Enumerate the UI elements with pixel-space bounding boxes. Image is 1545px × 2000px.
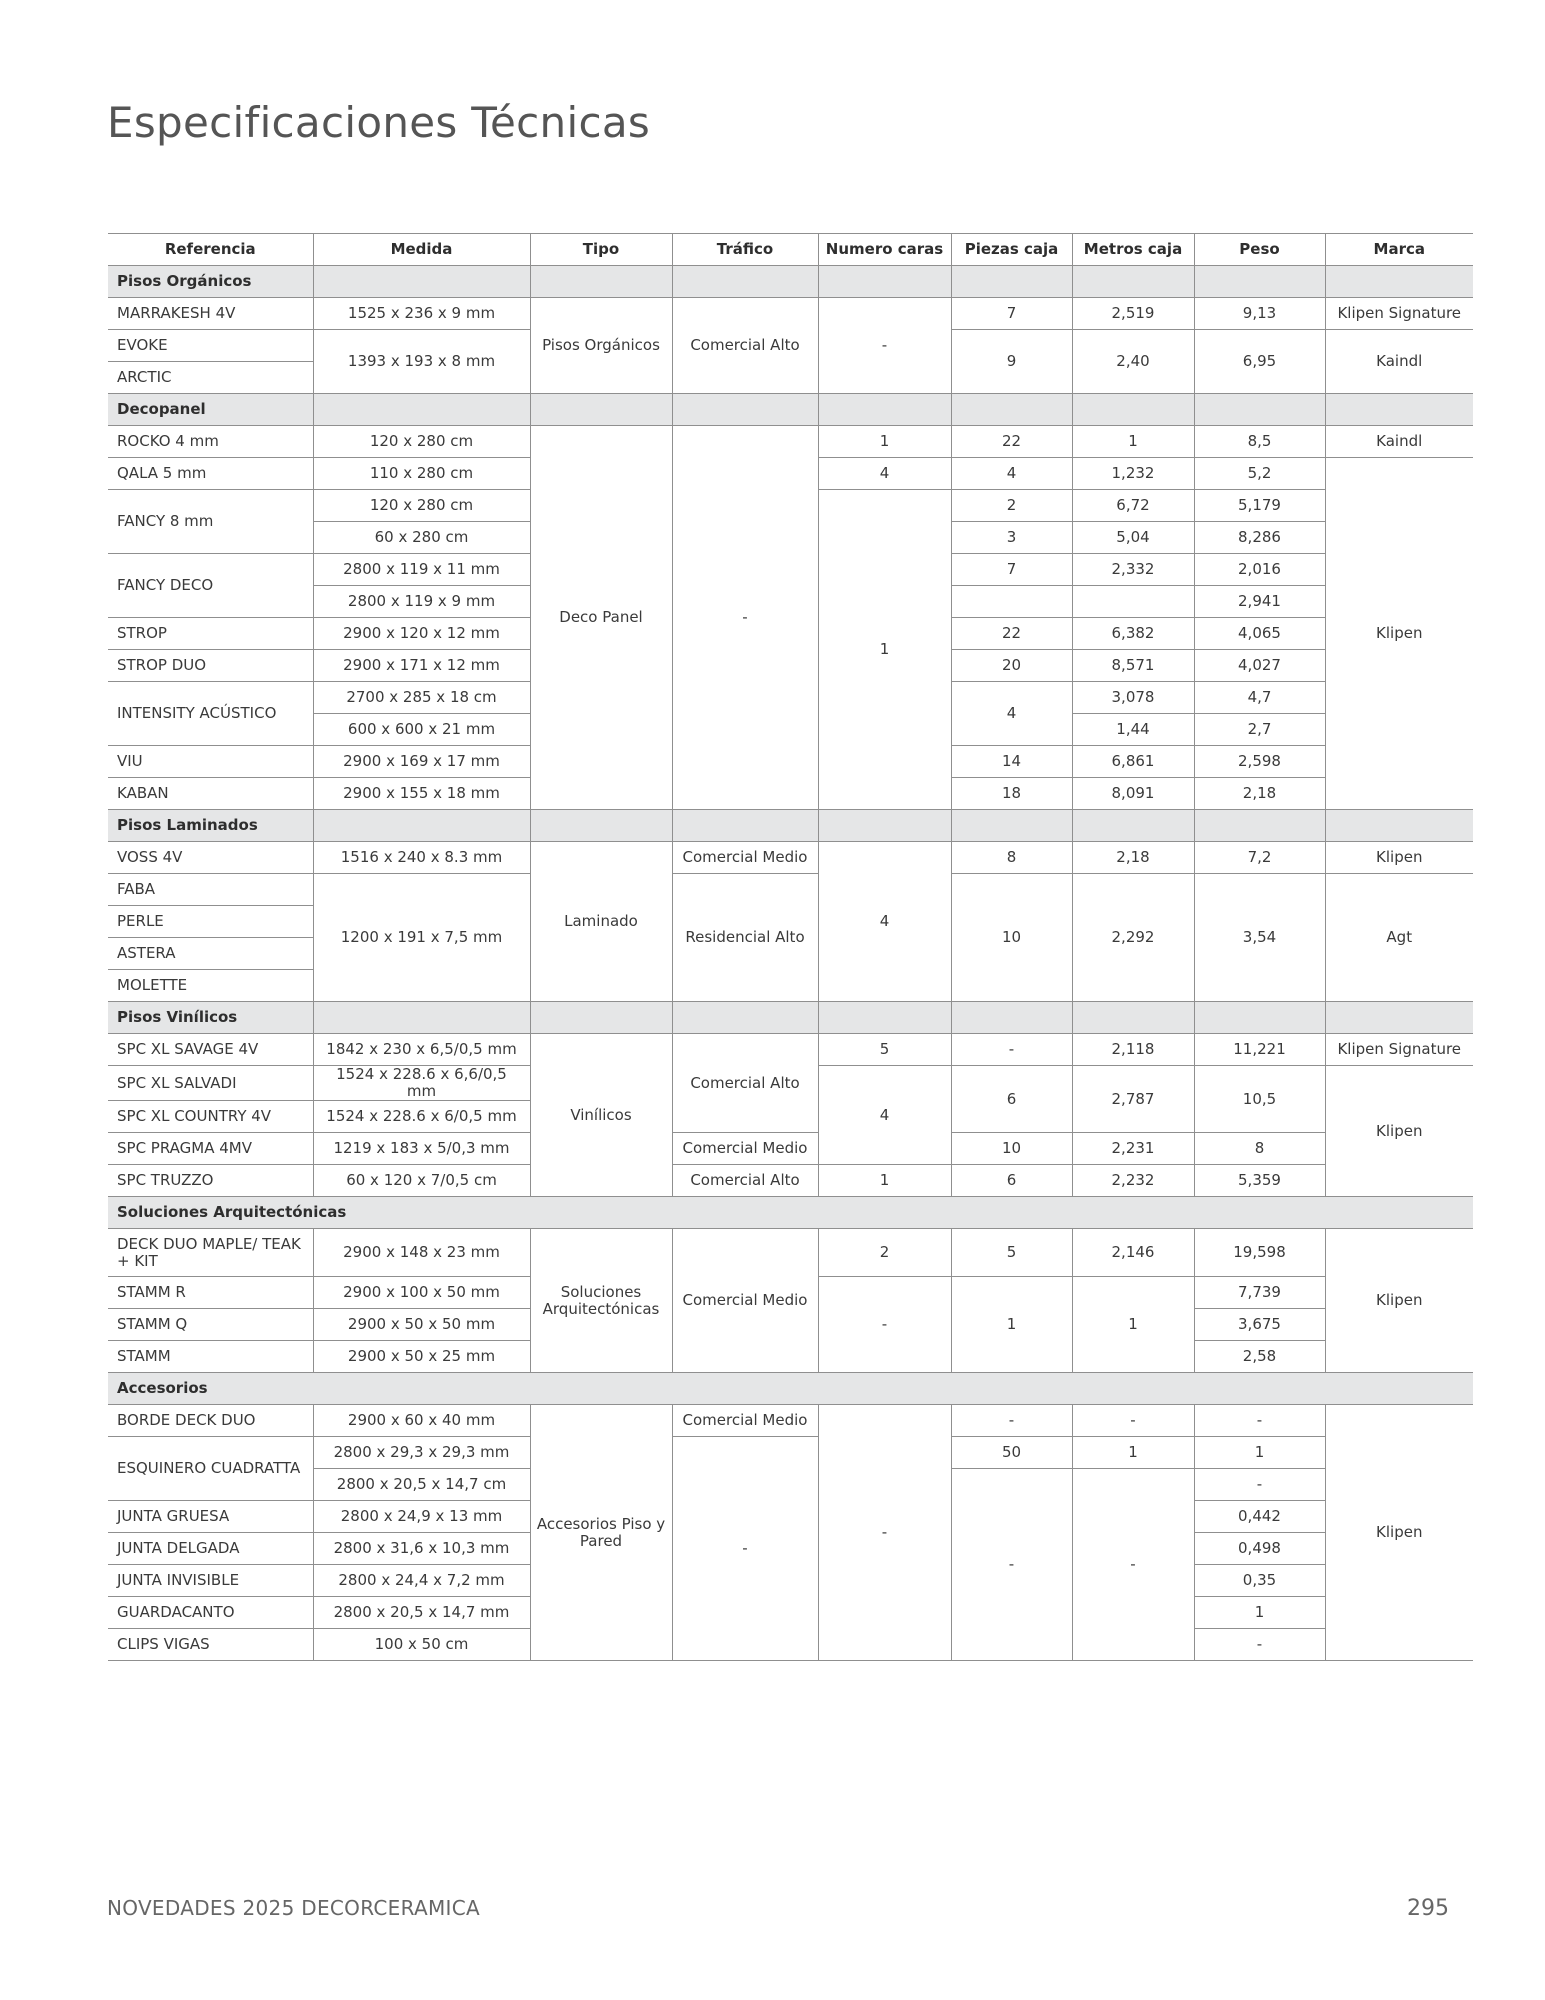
cell-piezas: 18 (951, 778, 1072, 810)
cell-piezas: 4 (951, 458, 1072, 490)
cell-marca: Klipen Signature (1325, 298, 1473, 330)
cell-tipo: Deco Panel (530, 426, 672, 810)
cell-metros: 2,332 (1072, 554, 1194, 586)
cell-medida: 1524 x 228.6 x 6/0,5 mm (313, 1101, 530, 1133)
cell-metros: 1 (1072, 1437, 1194, 1469)
table-row (108, 1133, 1473, 1165)
cell-peso: 4,065 (1194, 618, 1325, 650)
cell-piezas: - (951, 1034, 1072, 1066)
cell-medida: 110 x 280 cm (313, 458, 530, 490)
cell-trafico: - (672, 426, 818, 810)
column-header: Tráfico (672, 234, 818, 266)
column-header: Marca (1325, 234, 1473, 266)
cell-marca: Agt (1325, 874, 1473, 1002)
cell-referencia: QALA 5 mm (108, 458, 313, 490)
cell-piezas: 3 (951, 522, 1072, 554)
cell-piezas (951, 586, 1072, 618)
cell-marca: Klipen (1325, 842, 1473, 874)
cell-tipo: Vinílicos (530, 1034, 672, 1197)
cell-peso: 2,941 (1194, 586, 1325, 618)
cell-metros: 2,232 (1072, 1165, 1194, 1197)
cell-metros: 2,146 (1072, 1229, 1194, 1277)
section-title: Soluciones Arquitectónicas (108, 1197, 1473, 1229)
cell-caras: - (818, 1405, 951, 1661)
column-header: Numero caras (818, 234, 951, 266)
table-header-row (108, 234, 1473, 266)
cell-caras: 1 (818, 1165, 951, 1197)
cell-metros: 8,091 (1072, 778, 1194, 810)
section-row (108, 1002, 1473, 1034)
cell-piezas: 6 (951, 1165, 1072, 1197)
cell-metros: 2,231 (1072, 1133, 1194, 1165)
cell-medida: 2800 x 119 x 9 mm (313, 586, 530, 618)
cell-peso: 4,7 (1194, 682, 1325, 714)
cell-tipo: Soluciones Arquitectónicas (530, 1229, 672, 1373)
table-row (108, 1405, 1473, 1437)
cell-trafico: Comercial Medio (672, 1133, 818, 1165)
cell-referencia: MARRAKESH 4V (108, 298, 313, 330)
cell-trafico: Comercial Medio (672, 1229, 818, 1373)
cell-peso: 7,739 (1194, 1277, 1325, 1309)
cell-referencia: STAMM Q (108, 1309, 313, 1341)
column-header: Piezas caja (951, 234, 1072, 266)
cell-medida: 2900 x 60 x 40 mm (313, 1405, 530, 1437)
cell-metros: 2,292 (1072, 874, 1194, 1002)
cell-metros: 1,232 (1072, 458, 1194, 490)
cell-marca: Kaindl (1325, 330, 1473, 394)
table-row (108, 842, 1473, 874)
cell-peso: 11,221 (1194, 1034, 1325, 1066)
cell-metros (1072, 586, 1194, 618)
cell-medida: 1525 x 236 x 9 mm (313, 298, 530, 330)
cell-piezas: 14 (951, 746, 1072, 778)
cell-referencia: STROP (108, 618, 313, 650)
cell-peso: 0,442 (1194, 1501, 1325, 1533)
cell-trafico: Comercial Medio (672, 1405, 818, 1437)
cell-referencia: FANCY 8 mm (108, 490, 313, 554)
page-title: Especificaciones Técnicas (107, 98, 651, 147)
cell-peso: 1 (1194, 1597, 1325, 1629)
cell-referencia: JUNTA GRUESA (108, 1501, 313, 1533)
cell-referencia: ASTERA (108, 938, 313, 970)
cell-medida: 1393 x 193 x 8 mm (313, 330, 530, 394)
cell-piezas: 20 (951, 650, 1072, 682)
cell-metros: 6,72 (1072, 490, 1194, 522)
cell-referencia: PERLE (108, 906, 313, 938)
cell-medida: 120 x 280 cm (313, 490, 530, 522)
cell-metros: 2,519 (1072, 298, 1194, 330)
cell-medida: 120 x 280 cm (313, 426, 530, 458)
cell-piezas: 10 (951, 1133, 1072, 1165)
cell-medida: 60 x 120 x 7/0,5 cm (313, 1165, 530, 1197)
cell-medida: 2800 x 24,4 x 7,2 mm (313, 1565, 530, 1597)
cell-medida: 2800 x 119 x 11 mm (313, 554, 530, 586)
cell-marca: Klipen Signature (1325, 1034, 1473, 1066)
cell-marca: Klipen (1325, 1405, 1473, 1661)
cell-peso: - (1194, 1405, 1325, 1437)
cell-peso: 1 (1194, 1437, 1325, 1469)
cell-peso: 8,5 (1194, 426, 1325, 458)
cell-peso: 2,18 (1194, 778, 1325, 810)
footer-publication: NOVEDADES 2025 DECORCERAMICA (107, 1896, 480, 1920)
cell-referencia: KABAN (108, 778, 313, 810)
cell-peso: 2,7 (1194, 714, 1325, 746)
cell-piezas: 1 (951, 1277, 1072, 1373)
cell-peso: 9,13 (1194, 298, 1325, 330)
cell-marca: Klipen (1325, 1066, 1473, 1197)
cell-referencia: CLIPS VIGAS (108, 1629, 313, 1661)
cell-medida: 60 x 280 cm (313, 522, 530, 554)
cell-referencia: MOLETTE (108, 970, 313, 1002)
cell-peso: 19,598 (1194, 1229, 1325, 1277)
cell-referencia: BORDE DECK DUO (108, 1405, 313, 1437)
cell-medida: 2800 x 24,9 x 13 mm (313, 1501, 530, 1533)
column-header: Metros caja (1072, 234, 1194, 266)
cell-metros: 1 (1072, 1277, 1194, 1373)
cell-referencia: DECK DUO MAPLE/ TEAK + KIT (108, 1229, 313, 1277)
cell-metros: 8,571 (1072, 650, 1194, 682)
section-row (108, 1197, 1473, 1229)
cell-piezas: 22 (951, 618, 1072, 650)
cell-metros: 6,382 (1072, 618, 1194, 650)
cell-medida: 2800 x 20,5 x 14,7 mm (313, 1597, 530, 1629)
cell-referencia: SPC XL SALVADI (108, 1066, 313, 1101)
cell-piezas: 9 (951, 330, 1072, 394)
cell-peso: 0,35 (1194, 1565, 1325, 1597)
cell-medida: 1842 x 230 x 6,5/0,5 mm (313, 1034, 530, 1066)
section-title: Pisos Orgánicos (108, 266, 313, 298)
cell-referencia: EVOKE (108, 330, 313, 362)
cell-peso: 5,179 (1194, 490, 1325, 522)
cell-medida: 100 x 50 cm (313, 1629, 530, 1661)
cell-peso: 7,2 (1194, 842, 1325, 874)
cell-piezas: 8 (951, 842, 1072, 874)
cell-peso: 4,027 (1194, 650, 1325, 682)
cell-caras: 4 (818, 1066, 951, 1165)
cell-referencia: SPC TRUZZO (108, 1165, 313, 1197)
cell-marca: Klipen (1325, 458, 1473, 810)
cell-referencia: VOSS 4V (108, 842, 313, 874)
cell-peso: 5,2 (1194, 458, 1325, 490)
cell-tipo: Laminado (530, 842, 672, 1002)
cell-referencia: ARCTIC (108, 362, 313, 394)
cell-metros: 2,787 (1072, 1066, 1194, 1133)
table-row (108, 426, 1473, 458)
cell-metros: 2,18 (1072, 842, 1194, 874)
section-title: Pisos Vinílicos (108, 1002, 313, 1034)
cell-medida: 2800 x 31,6 x 10,3 mm (313, 1533, 530, 1565)
cell-referencia: VIU (108, 746, 313, 778)
cell-metros: 2,118 (1072, 1034, 1194, 1066)
cell-piezas: 7 (951, 298, 1072, 330)
cell-metros: 2,40 (1072, 330, 1194, 394)
page-number: 295 (1407, 1896, 1449, 1921)
cell-metros: - (1072, 1469, 1194, 1661)
specifications-table (108, 233, 1473, 1661)
cell-piezas: 5 (951, 1229, 1072, 1277)
cell-referencia: STROP DUO (108, 650, 313, 682)
cell-piezas: 7 (951, 554, 1072, 586)
section-title: Accesorios (108, 1373, 1473, 1405)
cell-caras: - (818, 1277, 951, 1373)
cell-referencia: SPC XL COUNTRY 4V (108, 1101, 313, 1133)
cell-marca: Klipen (1325, 1229, 1473, 1373)
cell-piezas: 4 (951, 682, 1072, 746)
cell-medida: 2900 x 171 x 12 mm (313, 650, 530, 682)
cell-peso: - (1194, 1629, 1325, 1661)
cell-piezas: - (951, 1469, 1072, 1661)
cell-referencia: STAMM (108, 1341, 313, 1373)
cell-referencia: SPC XL SAVAGE 4V (108, 1034, 313, 1066)
cell-referencia: FANCY DECO (108, 554, 313, 618)
cell-piezas: 6 (951, 1066, 1072, 1133)
column-header: Peso (1194, 234, 1325, 266)
cell-metros: 6,861 (1072, 746, 1194, 778)
cell-peso: - (1194, 1469, 1325, 1501)
cell-medida: 600 x 600 x 21 mm (313, 714, 530, 746)
section-row (108, 810, 1473, 842)
cell-referencia: STAMM R (108, 1277, 313, 1309)
section-title: Decopanel (108, 394, 313, 426)
table-row (108, 1437, 1473, 1469)
cell-medida: 2800 x 20,5 x 14,7 cm (313, 1469, 530, 1501)
cell-tipo: Accesorios Piso y Pared (530, 1405, 672, 1661)
cell-trafico: Residencial Alto (672, 874, 818, 1002)
table-row (108, 298, 1473, 330)
cell-medida: 2900 x 169 x 17 mm (313, 746, 530, 778)
cell-piezas: 2 (951, 490, 1072, 522)
cell-medida: 2900 x 120 x 12 mm (313, 618, 530, 650)
table-row (108, 1229, 1473, 1277)
cell-peso: 2,58 (1194, 1341, 1325, 1373)
cell-peso: 3,675 (1194, 1309, 1325, 1341)
cell-referencia: SPC PRAGMA 4MV (108, 1133, 313, 1165)
cell-medida: 2900 x 50 x 50 mm (313, 1309, 530, 1341)
cell-medida: 2700 x 285 x 18 cm (313, 682, 530, 714)
column-header: Medida (313, 234, 530, 266)
cell-medida: 2900 x 100 x 50 mm (313, 1277, 530, 1309)
cell-medida: 1200 x 191 x 7,5 mm (313, 874, 530, 1002)
cell-metros: 3,078 (1072, 682, 1194, 714)
cell-referencia: FABA (108, 874, 313, 906)
cell-referencia: ESQUINERO CUADRATTA (108, 1437, 313, 1501)
cell-metros: 5,04 (1072, 522, 1194, 554)
cell-medida: 2900 x 50 x 25 mm (313, 1341, 530, 1373)
cell-referencia: GUARDACANTO (108, 1597, 313, 1629)
cell-trafico: Comercial Alto (672, 1034, 818, 1133)
cell-peso: 8,286 (1194, 522, 1325, 554)
cell-trafico: Comercial Alto (672, 1165, 818, 1197)
cell-caras: 2 (818, 1229, 951, 1277)
cell-medida: 1524 x 228.6 x 6,6/0,5 mm (313, 1066, 530, 1101)
cell-peso: 6,95 (1194, 330, 1325, 394)
cell-piezas: 10 (951, 874, 1072, 1002)
cell-trafico: Comercial Alto (672, 298, 818, 394)
cell-caras: 1 (818, 490, 951, 810)
cell-referencia: JUNTA INVISIBLE (108, 1565, 313, 1597)
section-row (108, 1373, 1473, 1405)
cell-piezas: 22 (951, 426, 1072, 458)
table-row (108, 874, 1473, 906)
cell-caras: 4 (818, 842, 951, 1002)
cell-referencia: INTENSITY ACÚSTICO (108, 682, 313, 746)
cell-metros: 1,44 (1072, 714, 1194, 746)
cell-trafico: - (672, 1437, 818, 1661)
cell-medida: 1219 x 183 x 5/0,3 mm (313, 1133, 530, 1165)
cell-metros: - (1072, 1405, 1194, 1437)
cell-peso: 5,359 (1194, 1165, 1325, 1197)
cell-marca: Kaindl (1325, 426, 1473, 458)
cell-peso: 3,54 (1194, 874, 1325, 1002)
cell-caras: - (818, 298, 951, 394)
cell-metros: 1 (1072, 426, 1194, 458)
cell-caras: 1 (818, 426, 951, 458)
cell-peso: 0,498 (1194, 1533, 1325, 1565)
cell-peso: 10,5 (1194, 1066, 1325, 1133)
cell-tipo: Pisos Orgánicos (530, 298, 672, 394)
cell-caras: 5 (818, 1034, 951, 1066)
cell-referencia: JUNTA DELGADA (108, 1533, 313, 1565)
column-header: Referencia (108, 234, 313, 266)
cell-peso: 8 (1194, 1133, 1325, 1165)
section-title: Pisos Laminados (108, 810, 313, 842)
section-row (108, 266, 1473, 298)
cell-caras: 4 (818, 458, 951, 490)
cell-piezas: - (951, 1405, 1072, 1437)
cell-trafico: Comercial Medio (672, 842, 818, 874)
table-row (108, 1034, 1473, 1066)
table-row (108, 1165, 1473, 1197)
cell-peso: 2,016 (1194, 554, 1325, 586)
cell-medida: 2800 x 29,3 x 29,3 mm (313, 1437, 530, 1469)
cell-medida: 2900 x 148 x 23 mm (313, 1229, 530, 1277)
cell-peso: 2,598 (1194, 746, 1325, 778)
column-header: Tipo (530, 234, 672, 266)
cell-medida: 1516 x 240 x 8.3 mm (313, 842, 530, 874)
cell-medida: 2900 x 155 x 18 mm (313, 778, 530, 810)
cell-piezas: 50 (951, 1437, 1072, 1469)
cell-referencia: ROCKO 4 mm (108, 426, 313, 458)
section-row (108, 394, 1473, 426)
